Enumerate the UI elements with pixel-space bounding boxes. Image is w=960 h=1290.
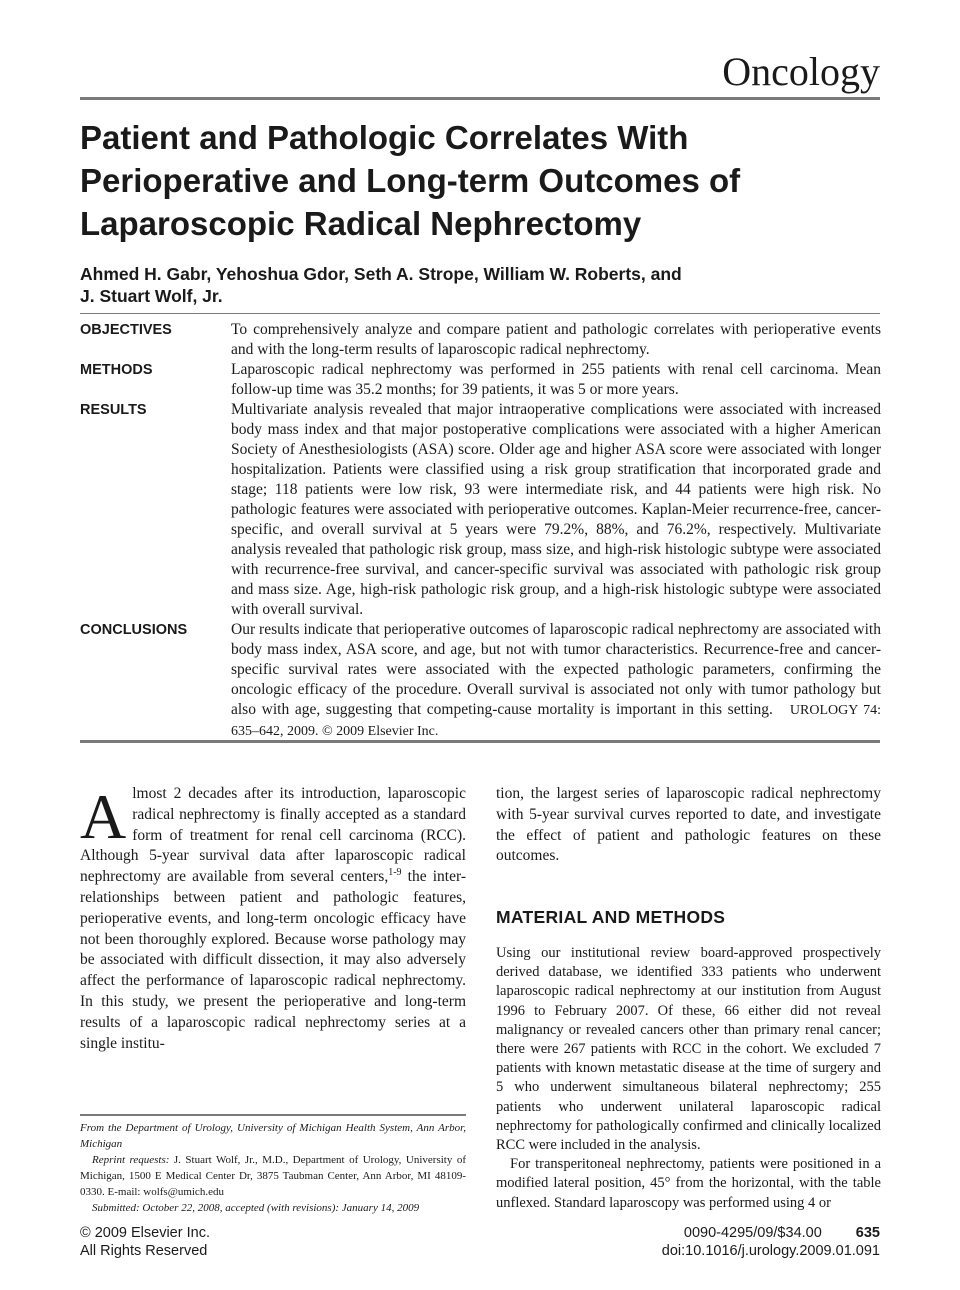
conclusions-block (231, 620, 881, 742)
objectives-label: OBJECTIVES (80, 322, 172, 338)
authors-line-1: Ahmed H. Gabr, Yehoshua Gdor, Seth A. Strope, William W. Roberts, and (80, 264, 682, 284)
reprint-address: J. Stuart Wolf, Jr., M.D., Department of Urology, University of Michigan, 1500 E Medical Center Dr, 3875 Taubman Center, Ann Arbor, MI 48109-0330. E-mail: (80, 1154, 466, 1198)
abstract-results (80, 400, 881, 620)
issn: 0090-4295/09/$34.00 (683, 1225, 822, 1241)
results-text: Multivariate analysis revealed that major intraoperative complications were associated with increased body mass index and that major postoperative complications were associated with a higher American Society of Anesthesiologists (ASA) score. Older age and higher ASA score were associated with longer hospitalization. Patients were classified using a risk group stratification that incorporated grade and stage; 118 patients were low risk, 93 were intermediate risk, and 44 patients were high risk. No pathologic features were associated with perioperative outcomes. Kaplan-Meier recurrence-free, cancer-specific, and overall survival at 5 years were 79.2%, 88%, and 76.2%, respectively. Multivariate analysis revealed that pathologic risk group, mass size, and high-risk histologic subtype were associated with recurrence-free survival, and cancer-specific survival was associated with pathologic risk group and mass size. Age, high-risk pathologic risk group, and a high-risk histologic subtype were associated with overall survival. (231, 401, 881, 618)
methods-paragraph-1: Using our institutional review board-approved prospectively derived database, we identified 333 patients who underwent laparoscopic radical nephrectomy at our institution from August 1996 to February 2007. Of these, 66 either did not reveal malignancy or revealed cancers other than primary renal cancer; there were 267 patients with RCC in the cohort. We excluded 7 patients with known metastatic disease at the time of surgery and 5 who underwent simultaneous bilateral nephrectomy; 255 patients who underwent unilateral laparoscopic radical nephrectomy for pathologically confirmed and clinically localized RCC were included in the analysis. (496, 944, 881, 1154)
body-column-right (496, 784, 881, 1213)
methods-label: METHODS (80, 362, 153, 378)
copyright: © 2009 Elsevier Inc. (80, 1225, 210, 1241)
reprint-prefix: Reprint requests: (92, 1154, 170, 1166)
doi[interactable]: doi:10.1016/j.urology.2009.01.091 (661, 1243, 880, 1259)
results-label: RESULTS (80, 402, 147, 418)
article-title: Patient and Pathologic Correlates With Perioperative and Long-term Outcomes of Laparoscopic Radical Nephrectomy (80, 119, 741, 242)
footnote-rule (80, 1114, 466, 1116)
header-rule (80, 97, 880, 100)
intro-paragraph-part1: lmost 2 decades after its introduction, laparoscopic radical nephrectomy is finally accepted as a standard form of treatment for renal cell carcinoma (RCC). Although 5-year survival data after laparoscopic radical nephrectomy are available from several centers, (80, 785, 466, 886)
page-number: 635 (855, 1225, 880, 1241)
section-label: Oncology (722, 49, 880, 94)
reference-link[interactable]: 1-9 (388, 867, 402, 879)
abstract-conclusions (80, 620, 881, 742)
footnotes (80, 1120, 466, 1216)
footer-left (80, 1224, 210, 1260)
conclusions-label: CONCLUSIONS (80, 622, 188, 638)
intro-paragraph-part2: the inter-relationships between patient and pathologic features, perioperative events, and long-term oncologic efficacy have not been thoroughly explored. Because worse pathology may be associated with difficult dissection, it may also adversely affect the performance of laparoscopic radical nephrectomy. In this study, we present the perioperative and long-term results of a laparoscopic radical nephrectomy series at a single institu- (80, 868, 466, 1052)
affiliation-note: From the Department of Urology, University of Michigan Health System, Ann Arbor, Michigan (80, 1122, 466, 1150)
abstract-top-rule (80, 313, 880, 314)
drop-cap: A (80, 781, 127, 852)
intro-continuation: tion, the largest series of laparoscopic radical nephrectomy with 5-year survival curves reported to date, and investigate the effect of patient and pathologic features on these outcomes. (496, 785, 881, 865)
submission-dates: Submitted: October 22, 2008, accepted (with revisions): January 14, 2009 (92, 1202, 420, 1214)
objectives-text: To comprehensively analyze and compare patient and pathologic correlates with perioperative events and with the long-term results of laparoscopic radical nephrectomy. (231, 321, 881, 358)
methods-section (496, 944, 881, 1213)
footer-right (662, 1224, 880, 1260)
email-link[interactable]: wolfs@umich.edu (143, 1186, 224, 1198)
abstract-objectives (80, 320, 881, 360)
abstract (80, 320, 881, 742)
methods-paragraph-2: For transperitoneal nephrectomy, patients were positioned in a modified lateral position, 45° from the horizontal, with the table unflexed. Standard laparoscopy was performed using 4 or (496, 1156, 881, 1211)
abstract-methods (80, 360, 881, 400)
methods-heading: MATERIAL AND METHODS (496, 907, 726, 928)
author-list (80, 263, 860, 307)
authors-line-2: J. Stuart Wolf, Jr. (80, 286, 223, 306)
conclusions-text: Our results indicate that perioperative outcomes of laparoscopic radical nephrectomy are associated with body mass index, ASA score, and age, but not with tumor characteristics. Recurrence-free and cancer-specific survival rates were associated with the expected pathologic parameters, confirming the oncologic efficacy of the procedure. Overall survival is associated not only with tumor pathology but also with age, suggesting that competing-cause mortality is important in this setting. (231, 621, 881, 718)
abstract-bottom-rule (80, 740, 880, 743)
rights-reserved: All Rights Reserved (80, 1243, 208, 1259)
journal-citation: UROLOGY 74: 635–642, 2009. © 2009 Elsevier Inc. (231, 703, 881, 739)
reprint-note (80, 1152, 466, 1200)
methods-text: Laparoscopic radical nephrectomy was performed in 255 patients with renal cell carcinoma. Mean follow-up time was 35.2 months; for 39 patients, it was 5 or more years. (231, 361, 881, 398)
body-column-left (80, 781, 466, 1054)
